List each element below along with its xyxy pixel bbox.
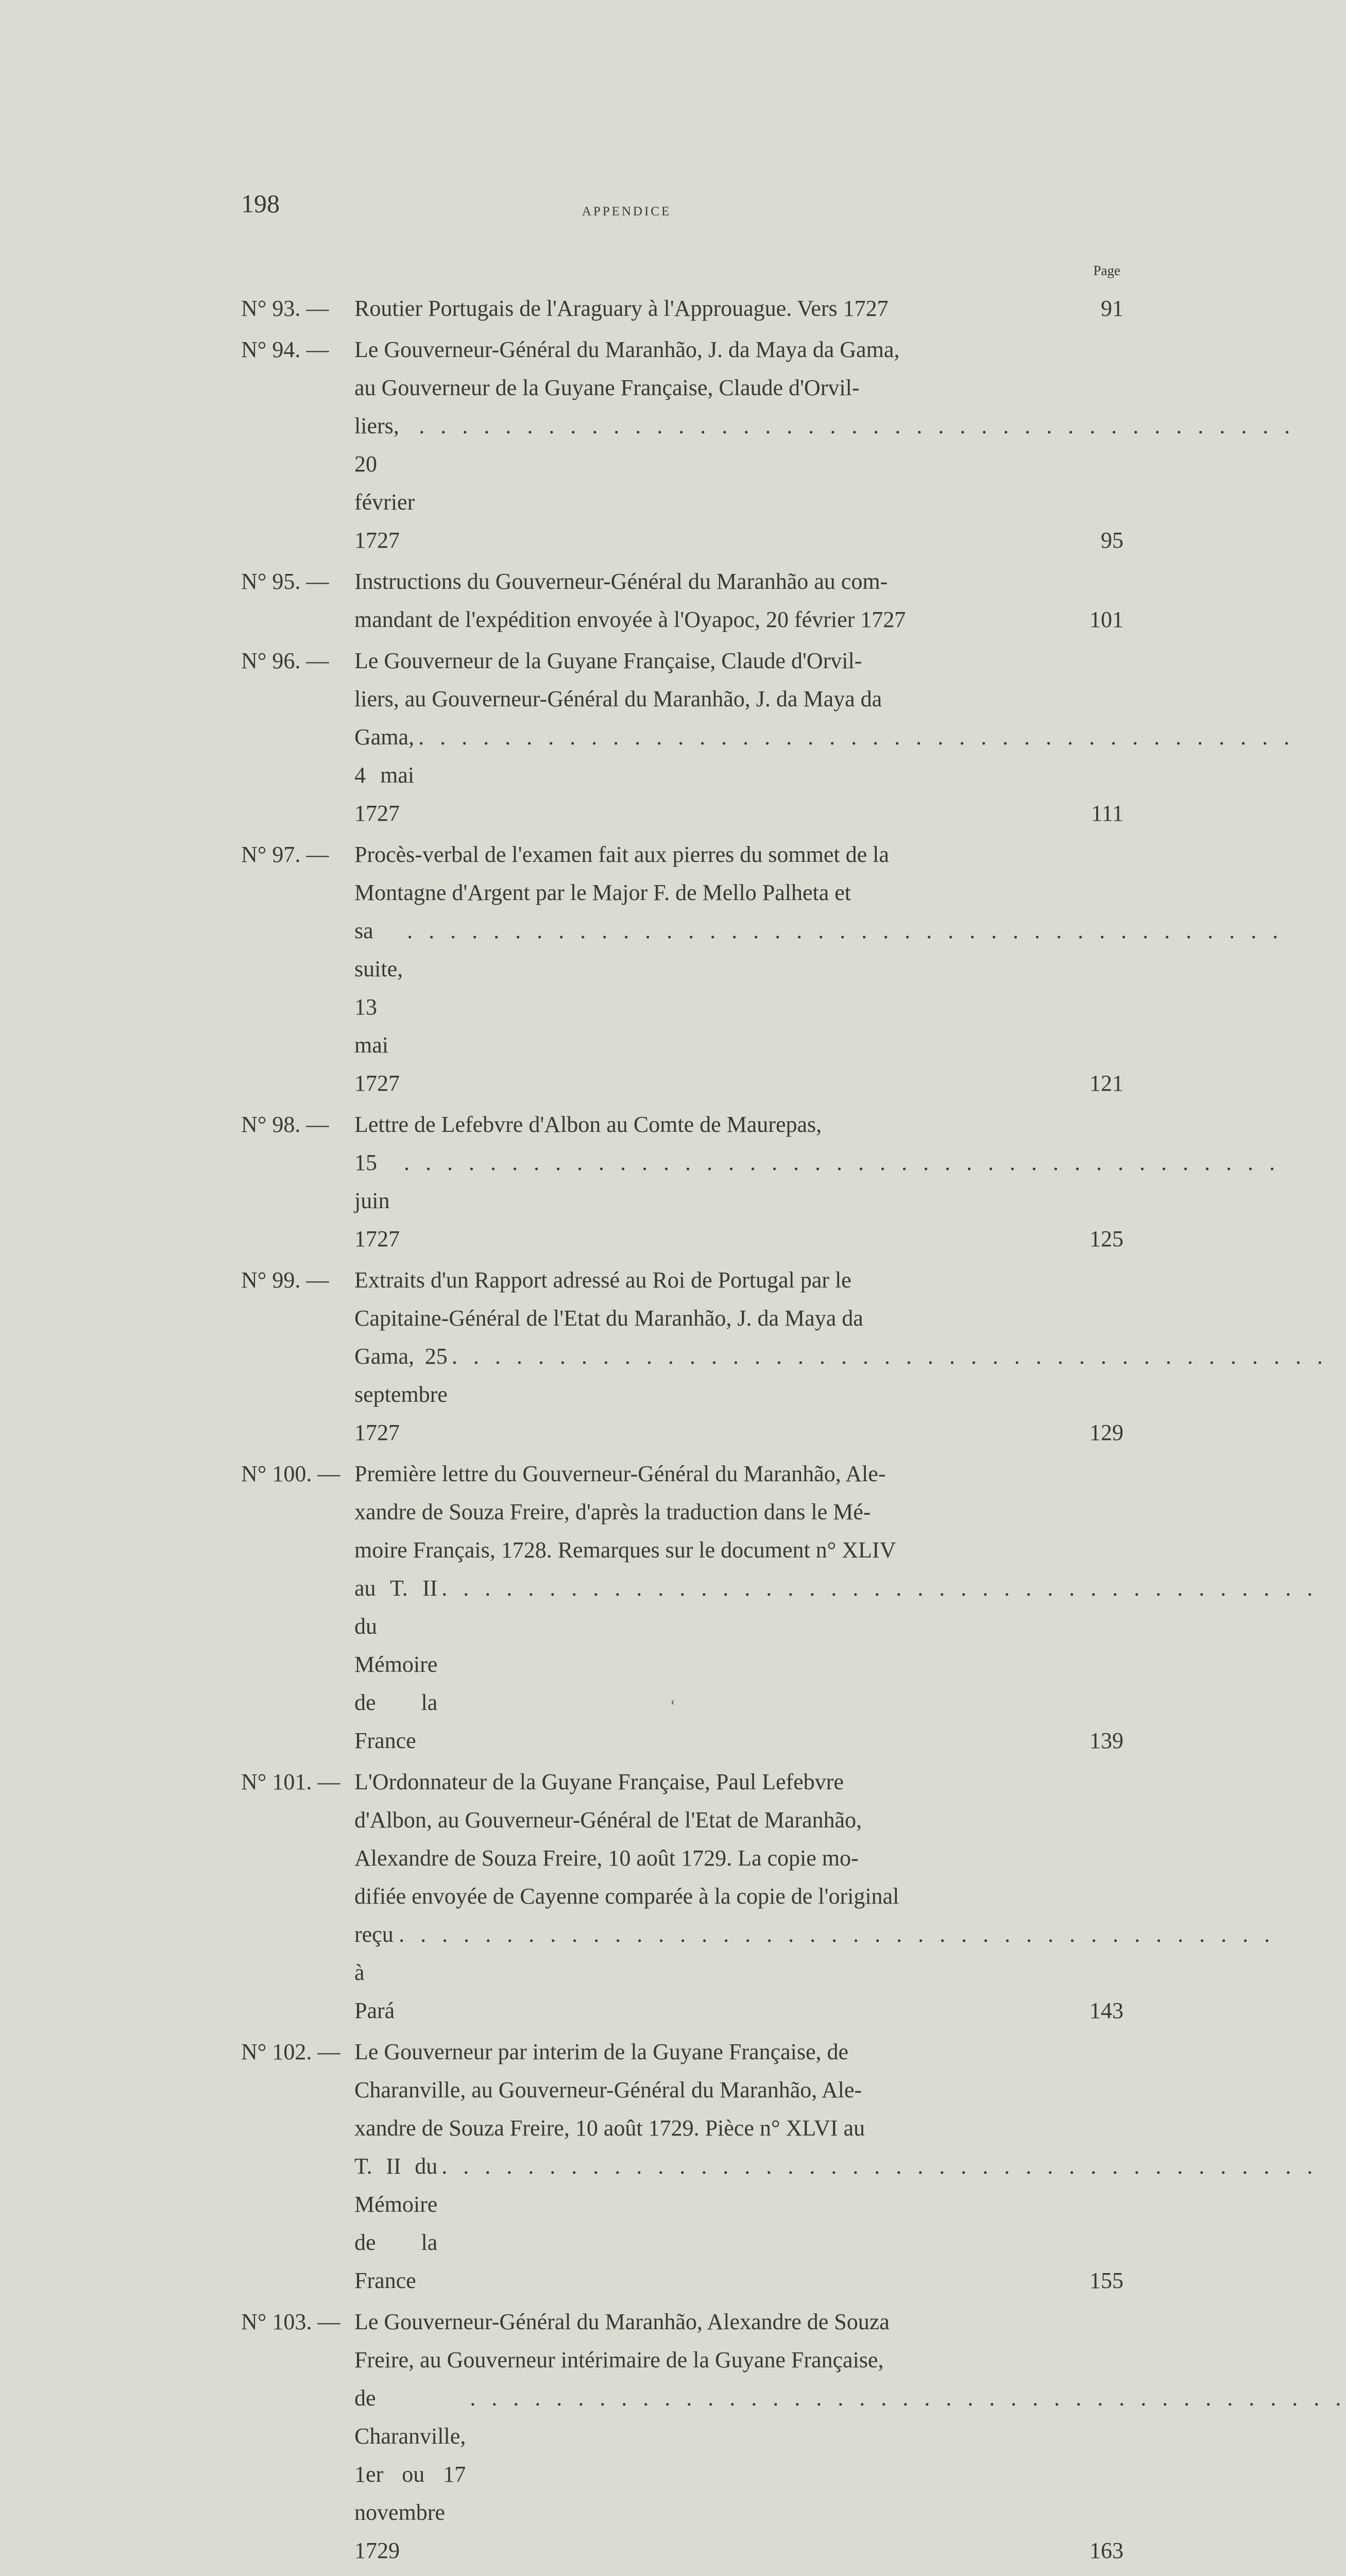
entry-line: de Charanville, 1er ou 17 novembre 1729 [354,2385,466,2563]
entry-page: 95 [1101,528,1123,553]
entry-line: moire Français, 1728. Remarques sur le document n° XLIV [354,1537,896,1563]
entry-page: 125 [1089,1226,1123,1251]
dot-leader: . . . . . . . . . . . . . . . . . . . . . . . . . . . . . . . . . . . . . . . . . [407,918,1284,943]
toc-entry [241,331,1296,560]
entry-text [354,563,1072,639]
entry-line [354,2573,1072,2576]
entry-line: Le Gouverneur-Général du Maranhão, J. da Maya da Gama, [354,337,900,362]
entry-text [354,2573,1072,2576]
toc-entry [241,1106,1280,1258]
toc-entry [241,2573,1123,2576]
toc-entry [241,2303,1346,2570]
dot-leader: . . . . . . . . . . . . . . . . . . . . . . . . . . . . . . . . . . . . . . . . . [399,1922,1275,1947]
entry-number: N° 94. — [241,337,329,362]
entry-line: Lettre de Lefebvre d'Albon au Comte de Maurepas, [354,1112,822,1137]
entry-page: 163 [1089,2538,1123,2563]
entry-line: L'Ordonnateur de la Guyane Française, Paul Lefebvre [354,1769,844,1794]
dot-leader: . . . . . . . . . . . . . . . . . . . . . . . . . . . . . . . . . . . . . . . . . [418,724,1295,750]
page-number: 198 [241,189,280,218]
entry-line: Le Gouverneur de la Guyane Française, Claude d'Orvil- [354,648,862,673]
entry-line: Charanville, au Gouverneur-Général du Maranhão, Ale- [354,2077,862,2103]
entry-line: T. II du Mémoire de la France [354,2154,438,2293]
toc-entry [241,563,1123,639]
entry-page: 129 [1089,1420,1123,1445]
entry-number [241,2573,340,2576]
entry-line: Procès-verbal de l'examen fait aux pierres du sommet de la [354,842,889,867]
entry-line: difiée envoyée de Cayenne comparée à la copie de l'original [354,1884,899,1909]
toc-entry [241,642,1295,833]
entry-number: N° 99. — [241,1267,329,1293]
entry-line: mandant de l'expédition envoyée à l'Oyapoc, 20 février 1727 [354,607,906,632]
entry-number: N° 95. — [241,569,329,594]
entry-line: Le Gouverneur par interim de la Guyane Française, de [354,2039,849,2064]
dot-leader: . . . . . . . . . . . . . . . . . . . . . . . . . . . . . . . . . . . . . . . . . [470,2385,1346,2411]
toc-entry [241,1455,1318,1760]
entry-line: Extraits d'un Rapport adressé au Roi de Portugal par le [354,1267,851,1293]
toc-entry [241,1763,1275,2030]
dot-leader: . . . . . . . . . . . . . . . . . . . . . . . . . . . . . . . . . . . . . . . . . [451,1344,1328,1369]
table-of-contents [241,290,1346,2576]
entry-number: N° 96. — [241,648,329,673]
toc-entry [241,290,1123,328]
entry-line: liers, au Gouverneur-Général du Maranhão, J. da Maya da [354,686,882,711]
dot-leader: . . . . . . . . . . . . . . . . . . . . . . . . . . . . . . . . . . . . . . . . . [419,413,1296,438]
entry-line: xandre de Souza Freire, d'après la traduction dans le Mé- [354,1499,871,1524]
entry-line: Freire, au Gouverneur intérimaire de la Guyane Française, [354,2347,884,2372]
entry-line: Capitaine-Général de l'Etat du Maranhão, J. da Maya da [354,1306,863,1331]
entry-page: 143 [1089,1998,1123,2023]
entry-line: 15 juin 1727 [354,1150,400,1251]
dot-leader: . . . . . . . . . . . . . . . . . . . . . . . . . . . . . . . . . . . . . . . . . [441,1575,1318,1601]
entry-text [354,290,1072,328]
toc-entry [241,836,1284,1103]
page-column-label: Page [1093,263,1120,278]
entry-page: 101 [1089,607,1123,632]
entry-number: N° 101. — [241,1769,340,1794]
entry-line: d'Albon, au Gouverneur-Général de l'Etat de Maranhão, [354,1807,862,1833]
toc-entry [241,2033,1318,2300]
entry-line: Instructions du Gouverneur-Général du Maranhão au com- [354,569,888,594]
entry-line: reçu à Pará [354,1922,395,2023]
entry-line: xandre de Souza Freire, 10 août 1729. Pièce n° XLVI au [354,2115,865,2141]
entry-number: N° 98. — [241,1112,329,1137]
footer-mark: ‹ [671,1695,675,1708]
entry-number: N° 93. — [241,296,329,321]
entry-line: Le Gouverneur-Général du Maranhão, Alexandre de Souza [354,2309,890,2334]
entry-page: 91 [1101,296,1123,321]
entry-line: liers, 20 février 1727 [354,413,415,553]
entry-line: au T. II du Mémoire de la France [354,1575,438,1753]
running-head: APPENDICE [582,205,672,218]
entry-line: Gama, 25 septembre 1727 [354,1344,448,1445]
dot-leader: . . . . . . . . . . . . . . . . . . . . . . . . . . . . . . . . . . . . . . . . . [441,2154,1318,2179]
entry-number: N° 97. — [241,842,329,867]
entry-line: Montagne d'Argent par le Major F. de Mello Palheta et [354,880,851,905]
entry-line: sa suite, 13 mai 1727 [354,918,403,1096]
entry-page: 139 [1089,1728,1123,1753]
entry-line: Alexandre de Souza Freire, 10 août 1729. La copie mo- [354,1845,859,1871]
entry-number: N° 103. — [241,2309,340,2334]
entry-page: 121 [1089,1071,1123,1096]
entry-number: N° 102. — [241,2039,340,2064]
entry-line: au Gouverneur de la Guyane Française, Claude d'Orvil- [354,375,860,400]
entry-line: Routier Portugais de l'Araguary à l'Approuague. Vers 1727 [354,296,889,321]
entry-line: Première lettre du Gouverneur-Général du Maranhão, Ale- [354,1461,886,1486]
entry-page: 155 [1089,2268,1123,2293]
entry-number: N° 100. — [241,1461,340,1486]
entry-page: 111 [1091,801,1123,826]
dot-leader: . . . . . . . . . . . . . . . . . . . . . . . . . . . . . . . . . . . . . . . . . [404,1150,1280,1175]
toc-entry [241,1261,1328,1452]
entry-line: Gama, 4 mai 1727 [354,724,415,826]
